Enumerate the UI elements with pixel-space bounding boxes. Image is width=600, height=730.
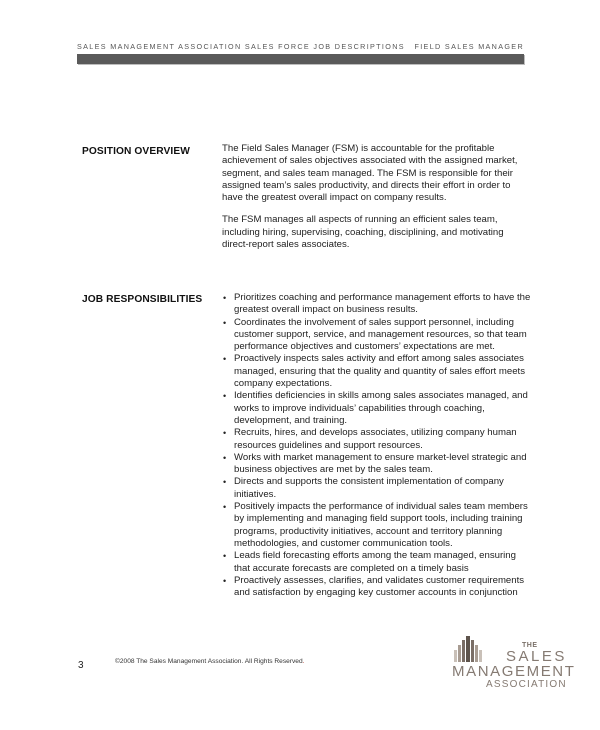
list-item-text: Works with market management to ensure market-level strategic and business objectives are met by the sales team. bbox=[234, 451, 527, 476]
logo-text-sales: SALES bbox=[506, 648, 567, 665]
bullet-icon: • bbox=[223, 317, 227, 328]
bullet-icon: • bbox=[223, 428, 227, 439]
position-overview-heading: POSITION OVERVIEW bbox=[82, 146, 190, 157]
list-item-text: Positively impacts the performance of individual sales team members by implementing and managing field support tools, including training programs, productivity initiatives, account and territory planning methodologies, and customer communication tools. bbox=[234, 501, 528, 549]
running-header bbox=[77, 42, 524, 51]
copyright-notice bbox=[115, 658, 304, 665]
bullet-icon: • bbox=[223, 477, 227, 488]
list-item bbox=[222, 476, 534, 501]
list-item-text: Recruits, hires, and develops associates, utilizing company human resources guidelines and support resources. bbox=[234, 427, 517, 451]
logo-text-association: ASSOCIATION bbox=[486, 679, 567, 690]
bullet-icon: • bbox=[223, 391, 227, 402]
list-item-text: Directs and supports the consistent implementation of company initiatives. bbox=[234, 476, 504, 500]
position-overview-body bbox=[222, 143, 527, 261]
overview-paragraph: The FSM manages all aspects of running an efficient sales team, including hiring, supervising, coaching, disciplining, and motivating direct-report sales associates. bbox=[222, 214, 504, 251]
header-divider-bar bbox=[77, 54, 524, 64]
skyline-bars-icon bbox=[452, 636, 488, 662]
list-item bbox=[222, 292, 534, 317]
list-item bbox=[222, 427, 534, 452]
list-item-text: Proactively assesses, clarifies, and validates customer requirements and satisfaction by engaging key customer accounts in conjunction bbox=[234, 574, 525, 599]
responsibilities-list bbox=[222, 292, 534, 599]
list-item bbox=[222, 317, 534, 354]
header-position-title: FIELD SALES MANAGER bbox=[414, 42, 524, 51]
copyright-period: . bbox=[302, 658, 305, 665]
job-responsibilities-heading: JOB RESPONSIBILITIES bbox=[82, 294, 203, 305]
sales-management-association-logo bbox=[452, 636, 582, 692]
list-item bbox=[222, 550, 534, 575]
list-item bbox=[222, 452, 534, 477]
logo-text-management: MANAGEMENT bbox=[452, 663, 576, 680]
list-item-text: Proactively inspects sales activity and effort among sales associates managed, ensuring that the quality and quantity of sales effort meets company expectations. bbox=[234, 353, 526, 390]
logo-text-the: THE bbox=[522, 642, 538, 649]
bullet-icon: • bbox=[223, 293, 227, 303]
bullet-icon: • bbox=[223, 575, 227, 586]
list-item-text: Prioritizes coaching and performance management efforts to have the greatest overall impact on business results. bbox=[234, 292, 531, 316]
list-item bbox=[222, 501, 534, 550]
list-item-text: Coordinates the involvement of sales support personnel, including customer support, service, and management resources, so that team performance objectives and customers’ expectations are met. bbox=[234, 316, 527, 353]
bullet-icon: • bbox=[223, 354, 227, 365]
bullet-icon: • bbox=[223, 502, 227, 513]
page-number: 3 bbox=[78, 660, 84, 671]
list-item bbox=[222, 390, 534, 427]
list-item-text: Identifies deficiencies in skills among sales associates managed, and works to improve individuals’ capabilities through coaching, development, and training. bbox=[234, 390, 528, 426]
list-item-text: Leads field forecasting efforts among the team managed, ensuring that accurate forecasts are completed on a timely basis bbox=[234, 550, 516, 574]
header-document-title: SALES MANAGEMENT ASSOCIATION SALES FORCE JOB DESCRIPTIONS bbox=[77, 42, 405, 51]
overview-paragraph: The Field Sales Manager (FSM) is accountable for the profitable achievement of sales objectives associated with the assigned market, segment, and sales team managed. The FSM is responsible for their assigned team’s sales productivity, and directs their effort in order to have the greatest overall impact on company results. bbox=[222, 143, 518, 204]
list-item bbox=[222, 353, 534, 390]
bullet-icon: • bbox=[223, 551, 227, 562]
bullet-icon: • bbox=[223, 452, 227, 463]
copyright-text: ©2008 The Sales Management Association. All Rights Reserved bbox=[115, 658, 303, 665]
list-item bbox=[222, 575, 534, 600]
